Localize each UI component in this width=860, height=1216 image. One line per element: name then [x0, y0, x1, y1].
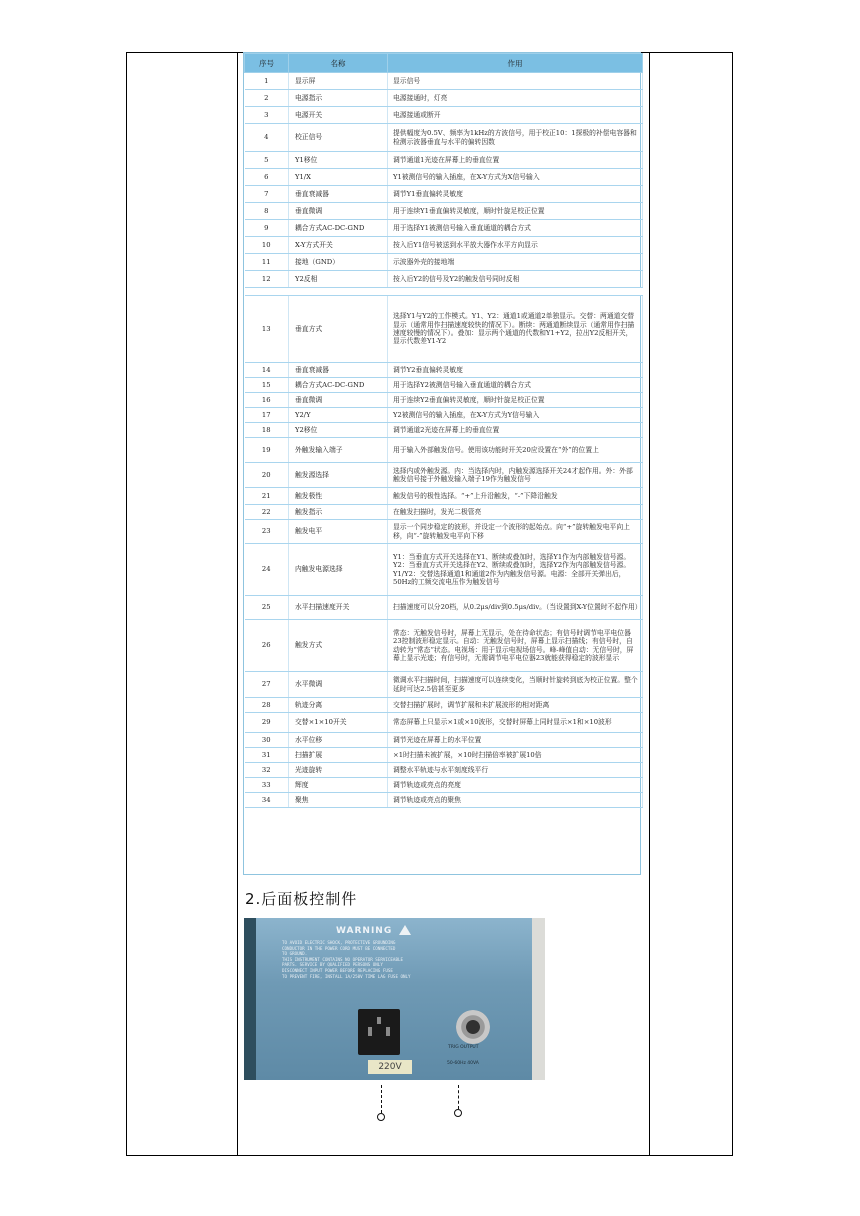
- frame-left: [126, 52, 127, 1155]
- table-row: [245, 463, 643, 488]
- table-gap: [245, 288, 643, 296]
- row-name: 触发方式: [289, 620, 388, 672]
- row-name: 电源开关: [289, 107, 388, 124]
- table-row: [245, 220, 643, 237]
- row-number: 17: [245, 408, 289, 423]
- row-function: 调节通道2光迹在屏幕上的垂直位置: [388, 423, 643, 438]
- row-name: Y1移位: [289, 152, 388, 169]
- row-number: 11: [245, 254, 289, 271]
- row-name: Y2移位: [289, 423, 388, 438]
- row-name: 水平微调: [289, 672, 388, 698]
- callout-marker-2: [454, 1109, 462, 1117]
- row-function: 显示一个同步稳定的波形，并设定一个波形的起始点。向“+”旋转触发电平向上移，向“-”旋转触发电平向下移: [388, 520, 643, 544]
- table-row: [245, 363, 643, 378]
- photo-right-frame: [532, 918, 545, 1080]
- table-row: [245, 488, 643, 505]
- row-function: 调节轨迹或亮点的亮度: [388, 778, 643, 793]
- table-row: [245, 152, 643, 169]
- power-socket: [358, 1009, 400, 1055]
- row-number: 25: [245, 596, 289, 620]
- table-row: [245, 763, 643, 778]
- row-function: Y2被测信号的输入插座，在X-Y方式为Y信号输入: [388, 408, 643, 423]
- row-number: 19: [245, 438, 289, 463]
- row-function: 调节Y1垂直偏转灵敏度: [388, 186, 643, 203]
- row-name: 轨迹分离: [289, 698, 388, 713]
- table-row: [245, 237, 643, 254]
- table-row: [245, 793, 643, 808]
- table-row: [245, 505, 643, 520]
- frame-divider-2: [649, 52, 650, 1155]
- row-number: 27: [245, 672, 289, 698]
- header-name: 名称: [289, 54, 388, 73]
- row-function: 用于选择Y1被测信号输入垂直通道的耦合方式: [388, 220, 643, 237]
- row-name: 扫描扩展: [289, 748, 388, 763]
- table-row: [245, 254, 643, 271]
- row-number: 10: [245, 237, 289, 254]
- row-name: 耦合方式AC-DC-GND: [289, 378, 388, 393]
- row-name: 耦合方式AC-DC-GND: [289, 220, 388, 237]
- row-function: 微调水平扫描时间，扫描速度可以连续变化，当顺时针旋转到底为校正位置。整个延时可达2.5倍甚至更多: [388, 672, 643, 698]
- row-name: 内触发电源选择: [289, 544, 388, 596]
- table-row: [245, 733, 643, 748]
- header-function: 作用: [388, 54, 643, 73]
- table-row: [245, 713, 643, 733]
- row-number: 33: [245, 778, 289, 793]
- row-number: 8: [245, 203, 289, 220]
- row-number: 5: [245, 152, 289, 169]
- row-number: 26: [245, 620, 289, 672]
- row-number: 2: [245, 90, 289, 107]
- row-function: Y1被测信号的输入插座，在X-Y方式为X信号输入: [388, 169, 643, 186]
- row-name: Y2反相: [289, 271, 388, 288]
- table-row: [245, 124, 643, 152]
- row-name: Y2/Y: [289, 408, 388, 423]
- table-row: [245, 778, 643, 793]
- table-row: [245, 748, 643, 763]
- table-row: [245, 620, 643, 672]
- row-function: 调节通道1光迹在屏幕上的垂直位置: [388, 152, 643, 169]
- row-name: 触发电平: [289, 520, 388, 544]
- row-function: 电源接通或断开: [388, 107, 643, 124]
- row-function: 显示信号: [388, 73, 643, 90]
- row-name: 垂直方式: [289, 296, 388, 363]
- row-name: 交替×1×10开关: [289, 713, 388, 733]
- row-name: 光迹旋转: [289, 763, 388, 778]
- warning-title: WARNING: [336, 926, 393, 936]
- row-name: 接地（GND）: [289, 254, 388, 271]
- row-function: 扫描速度可以分20档，从0.2μs/div到0.5μs/div。（当设置到X-Y位置时不起作用）: [388, 596, 643, 620]
- photo-left-frame: [244, 918, 256, 1080]
- row-number: 4: [245, 124, 289, 152]
- row-function: 用于选择Y2被测信号输入垂直通道的耦合方式: [388, 378, 643, 393]
- table-row: [245, 698, 643, 713]
- row-function: 提供幅度为0.5V、频率为1kHz的方波信号，用于校正10：1探极的补偿电容器和检测示波器垂直与水平的偏转因数: [388, 124, 643, 152]
- row-function: 常态屏幕上只显示×1或×10波形，交替时屏幕上同时显示×1和×10波形: [388, 713, 643, 733]
- table-row: [245, 107, 643, 124]
- row-number: 24: [245, 544, 289, 596]
- callout-line-1: [381, 1085, 382, 1113]
- row-number: 6: [245, 169, 289, 186]
- row-function: 按入后Y2的信号及Y2的触发信号同时反相: [388, 271, 643, 288]
- row-number: 29: [245, 713, 289, 733]
- row-function: 交替扫描扩展时，调节扩展和未扩展波形的相对距离: [388, 698, 643, 713]
- table-row: [245, 296, 643, 363]
- table-row: [245, 423, 643, 438]
- bnc-connector: [456, 1010, 490, 1044]
- row-name: 显示屏: [289, 73, 388, 90]
- row-number: 3: [245, 107, 289, 124]
- row-name: 垂直衰减器: [289, 186, 388, 203]
- row-name: 水平位移: [289, 733, 388, 748]
- row-function: 调整水平轨迹与水平刻度线平行: [388, 763, 643, 778]
- table-row: [245, 73, 643, 90]
- row-number: 1: [245, 73, 289, 90]
- table-row: [245, 408, 643, 423]
- row-function: 选择内或外触发源。内：当选择内时，内触发源选择开关24才起作用。外：外部触发信号接于外触发输入端子19作为触发信号: [388, 463, 643, 488]
- table-row: [245, 203, 643, 220]
- row-number: 14: [245, 363, 289, 378]
- table-row: [245, 544, 643, 596]
- row-name: 电源指示: [289, 90, 388, 107]
- row-function: 调节轨迹或亮点的聚焦: [388, 793, 643, 808]
- row-number: 28: [245, 698, 289, 713]
- row-name: 辉度: [289, 778, 388, 793]
- row-name: 水平扫描速度开关: [289, 596, 388, 620]
- row-function: 常态：无触发信号时，屏幕上无显示，处在待命状态；有信号时调节电平电位器23控制波形稳定显示。自动：无触发信号时，屏幕上显示扫描线；有信号时，自动转为“常态”状态。电视场：用于显示电视场信号。峰-峰值自动：无信号时，屏幕上显示光迹；有信号时，无需调节电平电位器23就能获得稳定的波形显示: [388, 620, 643, 672]
- table-header-row: [245, 54, 643, 73]
- row-number: 31: [245, 748, 289, 763]
- controls-table-image: [243, 52, 641, 875]
- row-function: 用于连续Y1垂直偏转灵敏度，顺时针旋足校正位置: [388, 203, 643, 220]
- row-number: 15: [245, 378, 289, 393]
- row-function: 用于连续Y2垂直偏转灵敏度，顺时针旋足校正位置: [388, 393, 643, 408]
- frame-divider-1: [237, 52, 238, 1155]
- row-number: 23: [245, 520, 289, 544]
- table-row: [245, 438, 643, 463]
- row-number: 7: [245, 186, 289, 203]
- row-number: 30: [245, 733, 289, 748]
- frame-bottom: [126, 1155, 733, 1156]
- row-name: Y1/X: [289, 169, 388, 186]
- row-function: 调节光迹在屏幕上的水平位置: [388, 733, 643, 748]
- table-row: [245, 271, 643, 288]
- row-number: 34: [245, 793, 289, 808]
- row-name: 聚焦: [289, 793, 388, 808]
- row-number: 32: [245, 763, 289, 778]
- row-function: 选择Y1与Y2的工作模式。Y1、Y2：通道1或通道2单独显示。交替：两通道交替显示（通常用作扫描速度较快的情况下）。断续：两通道断续显示（通常用作扫描速度较慢的情况下）。叠加：显示两个通道的代数和Y1+Y2，拉出Y2反相开关，显示代数差Y1-Y2: [388, 296, 643, 363]
- rear-panel: [256, 918, 532, 1080]
- voltage-label: 220V: [368, 1060, 412, 1074]
- row-number: 18: [245, 423, 289, 438]
- table-row: [245, 90, 643, 107]
- row-number: 12: [245, 271, 289, 288]
- row-function: ×1时扫描未被扩展，×10时扫描倍率被扩展10倍: [388, 748, 643, 763]
- row-name: 校正信号: [289, 124, 388, 152]
- rear-panel-photo: [244, 918, 545, 1080]
- row-name: 触发源选择: [289, 463, 388, 488]
- frame-right: [732, 52, 733, 1155]
- row-number: 9: [245, 220, 289, 237]
- row-name: 触发指示: [289, 505, 388, 520]
- row-number: 20: [245, 463, 289, 488]
- trig-output-label: TRIG OUTPUT: [448, 1045, 479, 1050]
- row-function: 在触发扫描时，发光二极管亮: [388, 505, 643, 520]
- row-name: 外触发输入端子: [289, 438, 388, 463]
- row-name: 垂直微调: [289, 393, 388, 408]
- section-heading: 2.后面板控制件: [245, 890, 358, 908]
- row-number: 21: [245, 488, 289, 505]
- row-number: 16: [245, 393, 289, 408]
- table-row: [245, 672, 643, 698]
- warning-text: TO AVOID ELECTRIC SHOCK, PROTECTIVE GROUNDING CONDUCTOR IN THE POWER CORD MUST BE CONNECTED TO GROUND. THIS INSTRUMENT CONTAINS NO OPERATOR SERVICEABLE PARTS. SERVICE BY QUALIFIED PERSONS ONLY DISCONNECT INPUT POWER BEFORE REPLACING FUSE TO PREVENT FIRE, INSTALL 1A/250V TIME LAG FUSE ONLY: [282, 940, 411, 979]
- row-function: 电源接通时，灯亮: [388, 90, 643, 107]
- row-function: Y1：当垂直方式开关选择在Y1、断续或叠加时，选择Y1作为内部触发信号源。Y2：当垂直方式开关选择在Y2、断续或叠加时，选择Y2作为内部触发信号源。Y1/Y2：交替选择通道1和通道2作为内触发信号源。电源：全部开关弹出后，50Hz的工频交流电压作为触发信号: [388, 544, 643, 596]
- row-name: 触发极性: [289, 488, 388, 505]
- table-row: [245, 169, 643, 186]
- row-name: X-Y方式开关: [289, 237, 388, 254]
- callout-line-2: [458, 1085, 459, 1109]
- power-rating-label: 50-60Hz 40VA: [447, 1061, 479, 1066]
- row-name: 垂直微调: [289, 203, 388, 220]
- row-function: 按入后Y1信号被送到水平放大器作水平方向显示: [388, 237, 643, 254]
- table-row: [245, 378, 643, 393]
- row-number: 22: [245, 505, 289, 520]
- row-number: 13: [245, 296, 289, 363]
- row-function: 示波器外壳的接地端: [388, 254, 643, 271]
- callout-marker-1: [377, 1113, 385, 1121]
- row-function: 触发信号的极性选择。“+”上升沿触发，“-”下降沿触发: [388, 488, 643, 505]
- row-function: 用于输入外部触发信号。使用该功能时开关20应设置在“外”的位置上: [388, 438, 643, 463]
- table-row: [245, 393, 643, 408]
- warning-triangle-icon: [399, 925, 411, 935]
- table-row: [245, 186, 643, 203]
- controls-table: [244, 53, 643, 808]
- row-function: 调节Y2垂直偏转灵敏度: [388, 363, 643, 378]
- table-row: [245, 596, 643, 620]
- header-no: 序号: [245, 54, 289, 73]
- table-row: [245, 520, 643, 544]
- row-name: 垂直衰减器: [289, 363, 388, 378]
